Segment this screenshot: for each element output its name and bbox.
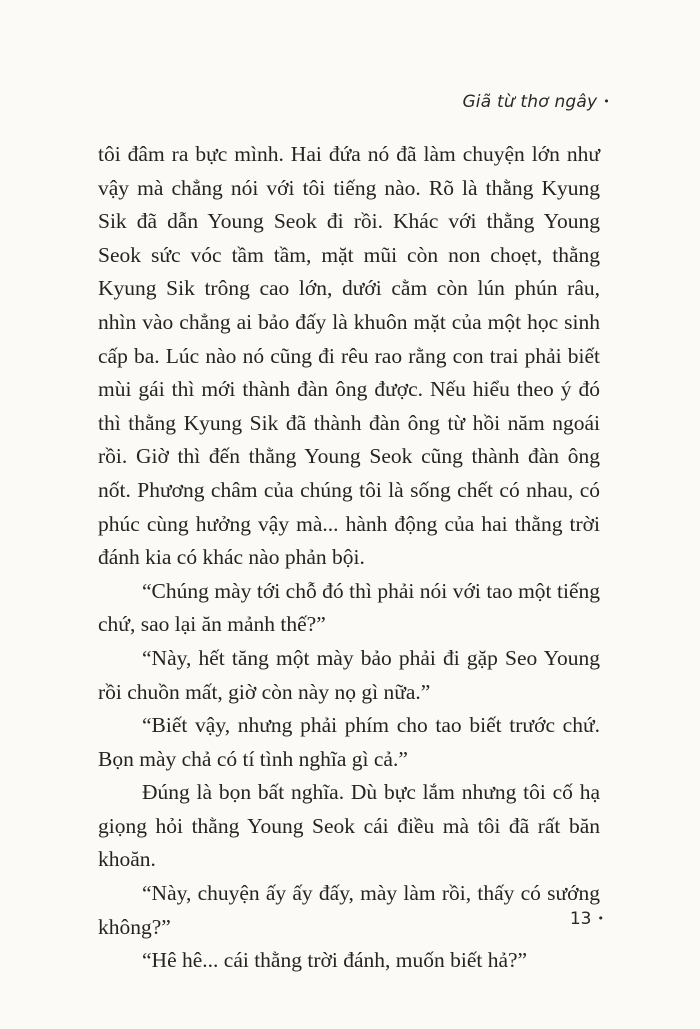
paragraph-dialogue: “Này, chuyện ấy ấy đấy, mày làm rồi, thấy có sướng không?”: [98, 881, 600, 939]
footer-bullet: •: [597, 912, 604, 925]
paragraph-dialogue: “Này, hết tăng một mày bảo phải đi gặp Seo Young rồi chuồn mất, giờ còn này nọ gì nữa.”: [98, 645, 600, 704]
paragraph-dialogue: “Biết vậy, nhưng phải phím cho tao biết trước chứ. Bọn mày chả có tí tình nghĩa gì cả.”: [98, 713, 600, 771]
running-title: Giã từ thơ ngây: [462, 92, 598, 112]
paragraph-continued: tôi đâm ra bực mình. Hai đứa nó đã làm chuyện lớn như vậy mà chẳng nói với tôi tiếng nào. Rõ là thằng Kyung Sik đã dẫn Young Seok đi rồi. Khác với thằng Young Seok sức vóc tầm tầm, mặt mũi còn non choẹt, thằng Kyung Sik trông cao lớn, dưới cằm còn lún phún râu, nhìn vào chẳng ai bảo đấy là khuôn mặt của một học sinh cấp ba. Lúc nào nó cũng đi rêu rao rằng con trai phải biết mùi gái thì mới thành đàn ông được. Nếu hiểu theo ý đó thì thằng Kyung Sik đã thành đàn ông từ hồi năm ngoái rồi. Giờ thì đến thằng Young Seok cũng thành đàn ông nốt. Phương châm của chúng tôi là sống chết có nhau, có phúc cùng hưởng vậy mà... hành động của hai thằng trời đánh kia có khác nào phản bội.: [98, 142, 600, 570]
body-text: [98, 138, 600, 978]
paragraph-narration: Đúng là bọn bất nghĩa. Dù bực lắm nhưng tôi cố hạ giọng hỏi thằng Young Seok cái điều mà tôi đã rất băn khoăn.: [98, 780, 600, 872]
page-number: [570, 909, 604, 929]
paragraph-dialogue: “Hê hê... cái thằng trời đánh, muốn biết hả?”: [142, 948, 528, 973]
page-number-value: 13: [569, 909, 592, 929]
paragraph-dialogue: “Chúng mày tới chỗ đó thì phải nói với tao một tiếng chứ, sao lại ăn mảnh thế?”: [98, 578, 600, 637]
running-header: [462, 92, 610, 112]
header-bullet: •: [603, 95, 610, 108]
